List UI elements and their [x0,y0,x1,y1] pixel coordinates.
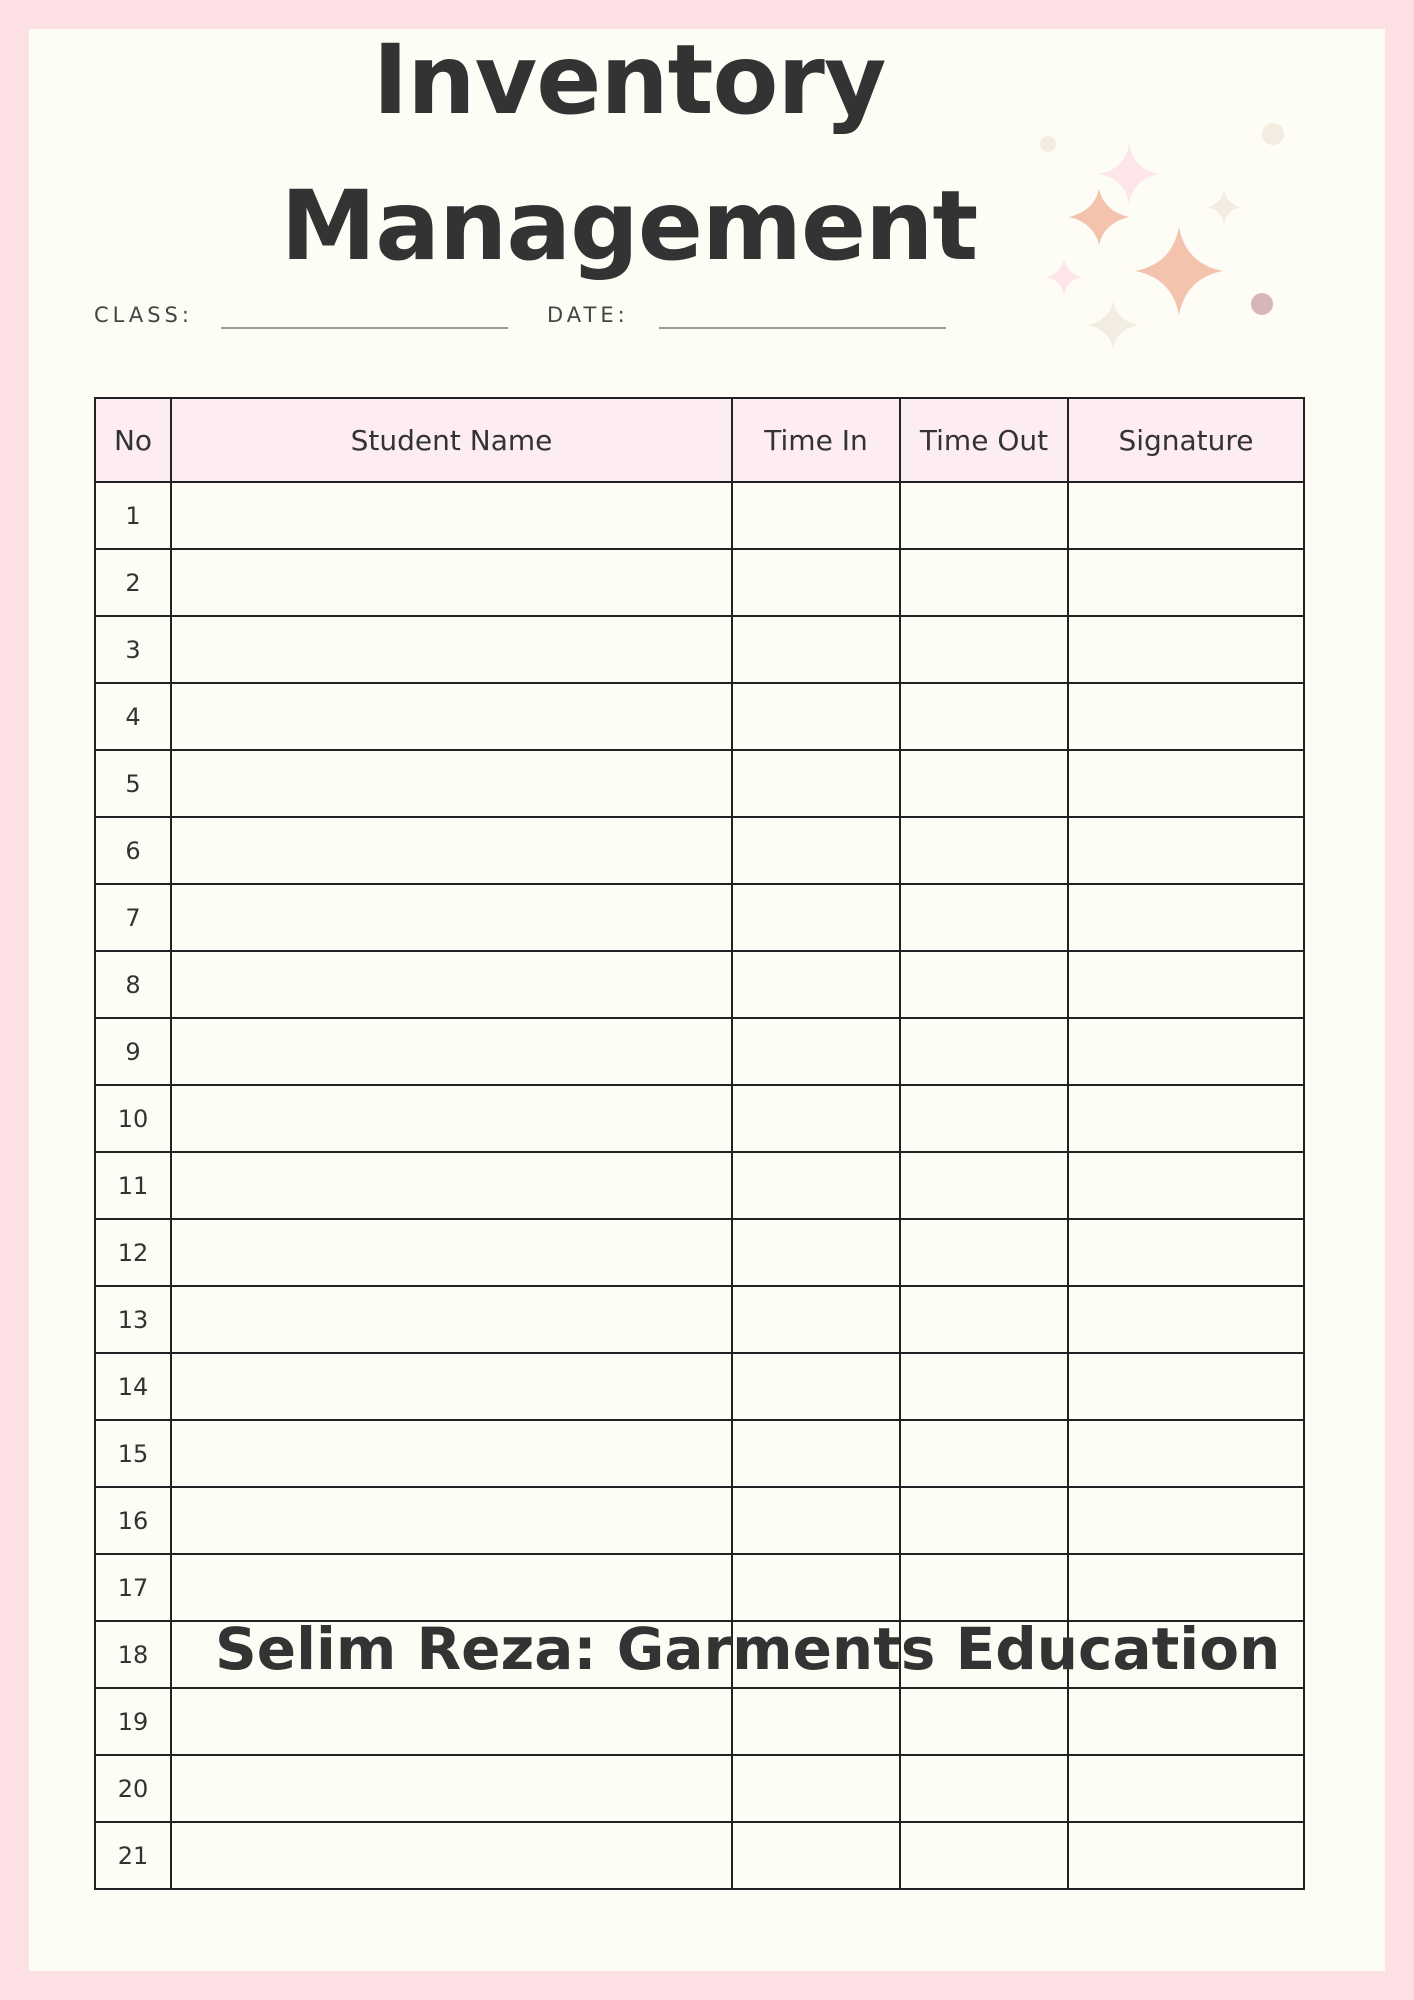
time-out-cell[interactable] [900,1822,1068,1889]
time-in-cell[interactable] [732,549,900,616]
student-name-cell[interactable] [171,1085,732,1152]
row-number: 15 [95,1420,171,1487]
row-number: 7 [95,884,171,951]
header-signature: Signature [1068,398,1304,482]
time-out-cell[interactable] [900,683,1068,750]
student-name-cell[interactable] [171,1286,732,1353]
student-name-cell[interactable] [171,482,732,549]
time-out-cell[interactable] [900,549,1068,616]
table-row [95,1688,1304,1755]
table-body [95,482,1304,1889]
time-in-cell[interactable] [732,1085,900,1152]
table-row [95,616,1304,683]
student-name-cell[interactable] [171,1621,732,1688]
row-number: 10 [95,1085,171,1152]
time-in-cell[interactable] [732,683,900,750]
table-row [95,750,1304,817]
row-number: 12 [95,1219,171,1286]
table-row [95,1755,1304,1822]
time-out-cell[interactable] [900,1487,1068,1554]
row-number: 16 [95,1487,171,1554]
watermark-text: Selim Reza: Garments Education [215,1615,1281,1683]
time-in-cell[interactable] [732,1755,900,1822]
dot-cream-left [1040,136,1056,152]
student-name-cell[interactable] [171,1822,732,1889]
student-name-cell[interactable] [171,1554,732,1621]
date-label: DATE: [547,303,629,327]
time-out-cell[interactable] [900,750,1068,817]
time-in-cell[interactable] [732,1152,900,1219]
time-out-cell[interactable] [900,1621,1068,1688]
sparkle-cream-bottom [1087,301,1139,349]
student-name-cell[interactable] [171,616,732,683]
time-in-cell[interactable] [732,1219,900,1286]
table-row [95,1554,1304,1621]
row-number: 19 [95,1688,171,1755]
sheet [29,29,1385,1971]
row-number: 2 [95,549,171,616]
table-row [95,1018,1304,1085]
time-in-cell[interactable] [732,1487,900,1554]
time-in-cell[interactable] [732,750,900,817]
row-number: 1 [95,482,171,549]
student-name-cell[interactable] [171,549,732,616]
row-number: 3 [95,616,171,683]
table-row [95,683,1304,750]
student-name-cell[interactable] [171,1353,732,1420]
time-in-cell[interactable] [732,482,900,549]
signature-cell[interactable] [1068,884,1304,951]
time-out-cell[interactable] [900,1554,1068,1621]
sparkle-peach-small [1069,189,1129,245]
signature-cell[interactable] [1068,1286,1304,1353]
table-row [95,884,1304,951]
time-out-cell[interactable] [900,1018,1068,1085]
time-out-cell[interactable] [900,1688,1068,1755]
signature-cell[interactable] [1068,750,1304,817]
header-no: No [95,398,171,482]
table-row [95,549,1304,616]
table-row [95,1085,1304,1152]
signature-cell[interactable] [1068,1554,1304,1621]
time-in-cell[interactable] [732,1688,900,1755]
row-number: 13 [95,1286,171,1353]
student-name-cell[interactable] [171,1152,732,1219]
time-out-cell[interactable] [900,1755,1068,1822]
signature-cell[interactable] [1068,951,1304,1018]
student-name-cell[interactable] [171,884,732,951]
time-out-cell[interactable] [900,1085,1068,1152]
table-row [95,1152,1304,1219]
time-in-cell[interactable] [732,1822,900,1889]
table-row [95,1621,1304,1688]
student-name-cell[interactable] [171,1018,732,1085]
signature-cell[interactable] [1068,1822,1304,1889]
sparkle-cream-small [1207,189,1241,225]
time-in-cell[interactable] [732,616,900,683]
class-field-line[interactable] [221,327,508,329]
row-number: 21 [95,1822,171,1889]
row-number: 11 [95,1152,171,1219]
signature-cell[interactable] [1068,1621,1304,1688]
signature-cell[interactable] [1068,1353,1304,1420]
student-name-cell[interactable] [171,1487,732,1554]
dot-mauve [1251,293,1273,315]
student-name-cell[interactable] [171,750,732,817]
time-in-cell[interactable] [732,817,900,884]
signature-cell[interactable] [1068,1487,1304,1554]
sparkle-pink-top [1099,144,1159,204]
attendance-table [94,397,1305,1890]
header-time-out: Time Out [900,398,1068,482]
table-row [95,1219,1304,1286]
time-in-cell[interactable] [732,1621,900,1688]
time-out-cell[interactable] [900,951,1068,1018]
signature-cell[interactable] [1068,1219,1304,1286]
time-in-cell[interactable] [732,1554,900,1621]
table-row [95,1420,1304,1487]
header-time-in: Time In [732,398,900,482]
class-label: CLASS: [94,303,193,327]
student-name-cell[interactable] [171,683,732,750]
time-in-cell[interactable] [732,1353,900,1420]
signature-cell[interactable] [1068,1420,1304,1487]
signature-cell[interactable] [1068,616,1304,683]
time-out-cell[interactable] [900,1353,1068,1420]
time-out-cell[interactable] [900,817,1068,884]
table-row [95,1487,1304,1554]
date-field-line[interactable] [659,327,946,329]
time-out-cell[interactable] [900,1286,1068,1353]
time-in-cell[interactable] [732,884,900,951]
time-in-cell[interactable] [732,1420,900,1487]
row-number: 17 [95,1554,171,1621]
student-name-cell[interactable] [171,1219,732,1286]
header-student-name: Student Name [171,398,732,482]
signature-cell[interactable] [1068,482,1304,549]
student-name-cell[interactable] [171,817,732,884]
row-number: 6 [95,817,171,884]
table-row [95,1286,1304,1353]
student-name-cell[interactable] [171,1755,732,1822]
table-header-row [95,398,1304,482]
row-number: 14 [95,1353,171,1420]
row-number: 5 [95,750,171,817]
time-out-cell[interactable] [900,1420,1068,1487]
time-in-cell[interactable] [732,951,900,1018]
signature-cell[interactable] [1068,549,1304,616]
sparkle-peach-large [1135,227,1223,315]
row-number: 4 [95,683,171,750]
title-line-2: Management [280,170,978,282]
time-out-cell[interactable] [900,482,1068,549]
table-row [95,1822,1304,1889]
student-name-cell[interactable] [171,1420,732,1487]
sparkle-pink-left [1046,259,1082,295]
signature-cell[interactable] [1068,1085,1304,1152]
row-number: 9 [95,1018,171,1085]
signature-cell[interactable] [1068,1688,1304,1755]
signature-cell[interactable] [1068,1152,1304,1219]
time-in-cell[interactable] [732,1018,900,1085]
time-out-cell[interactable] [900,1219,1068,1286]
row-number: 20 [95,1755,171,1822]
signature-cell[interactable] [1068,817,1304,884]
row-number: 8 [95,951,171,1018]
time-out-cell[interactable] [900,1152,1068,1219]
time-out-cell[interactable] [900,616,1068,683]
row-number: 18 [95,1621,171,1688]
table-row [95,951,1304,1018]
time-in-cell[interactable] [732,1286,900,1353]
time-out-cell[interactable] [900,884,1068,951]
dot-cream-right [1262,123,1284,145]
table-row [95,817,1304,884]
student-name-cell[interactable] [171,951,732,1018]
table-row [95,482,1304,549]
table-row [95,1353,1304,1420]
signature-cell[interactable] [1068,683,1304,750]
student-name-cell[interactable] [171,1688,732,1755]
title-line-1: Inventory [372,29,886,136]
page-title [189,29,1069,299]
sparkles-icon [1029,119,1349,379]
signature-cell[interactable] [1068,1755,1304,1822]
signature-cell[interactable] [1068,1018,1304,1085]
